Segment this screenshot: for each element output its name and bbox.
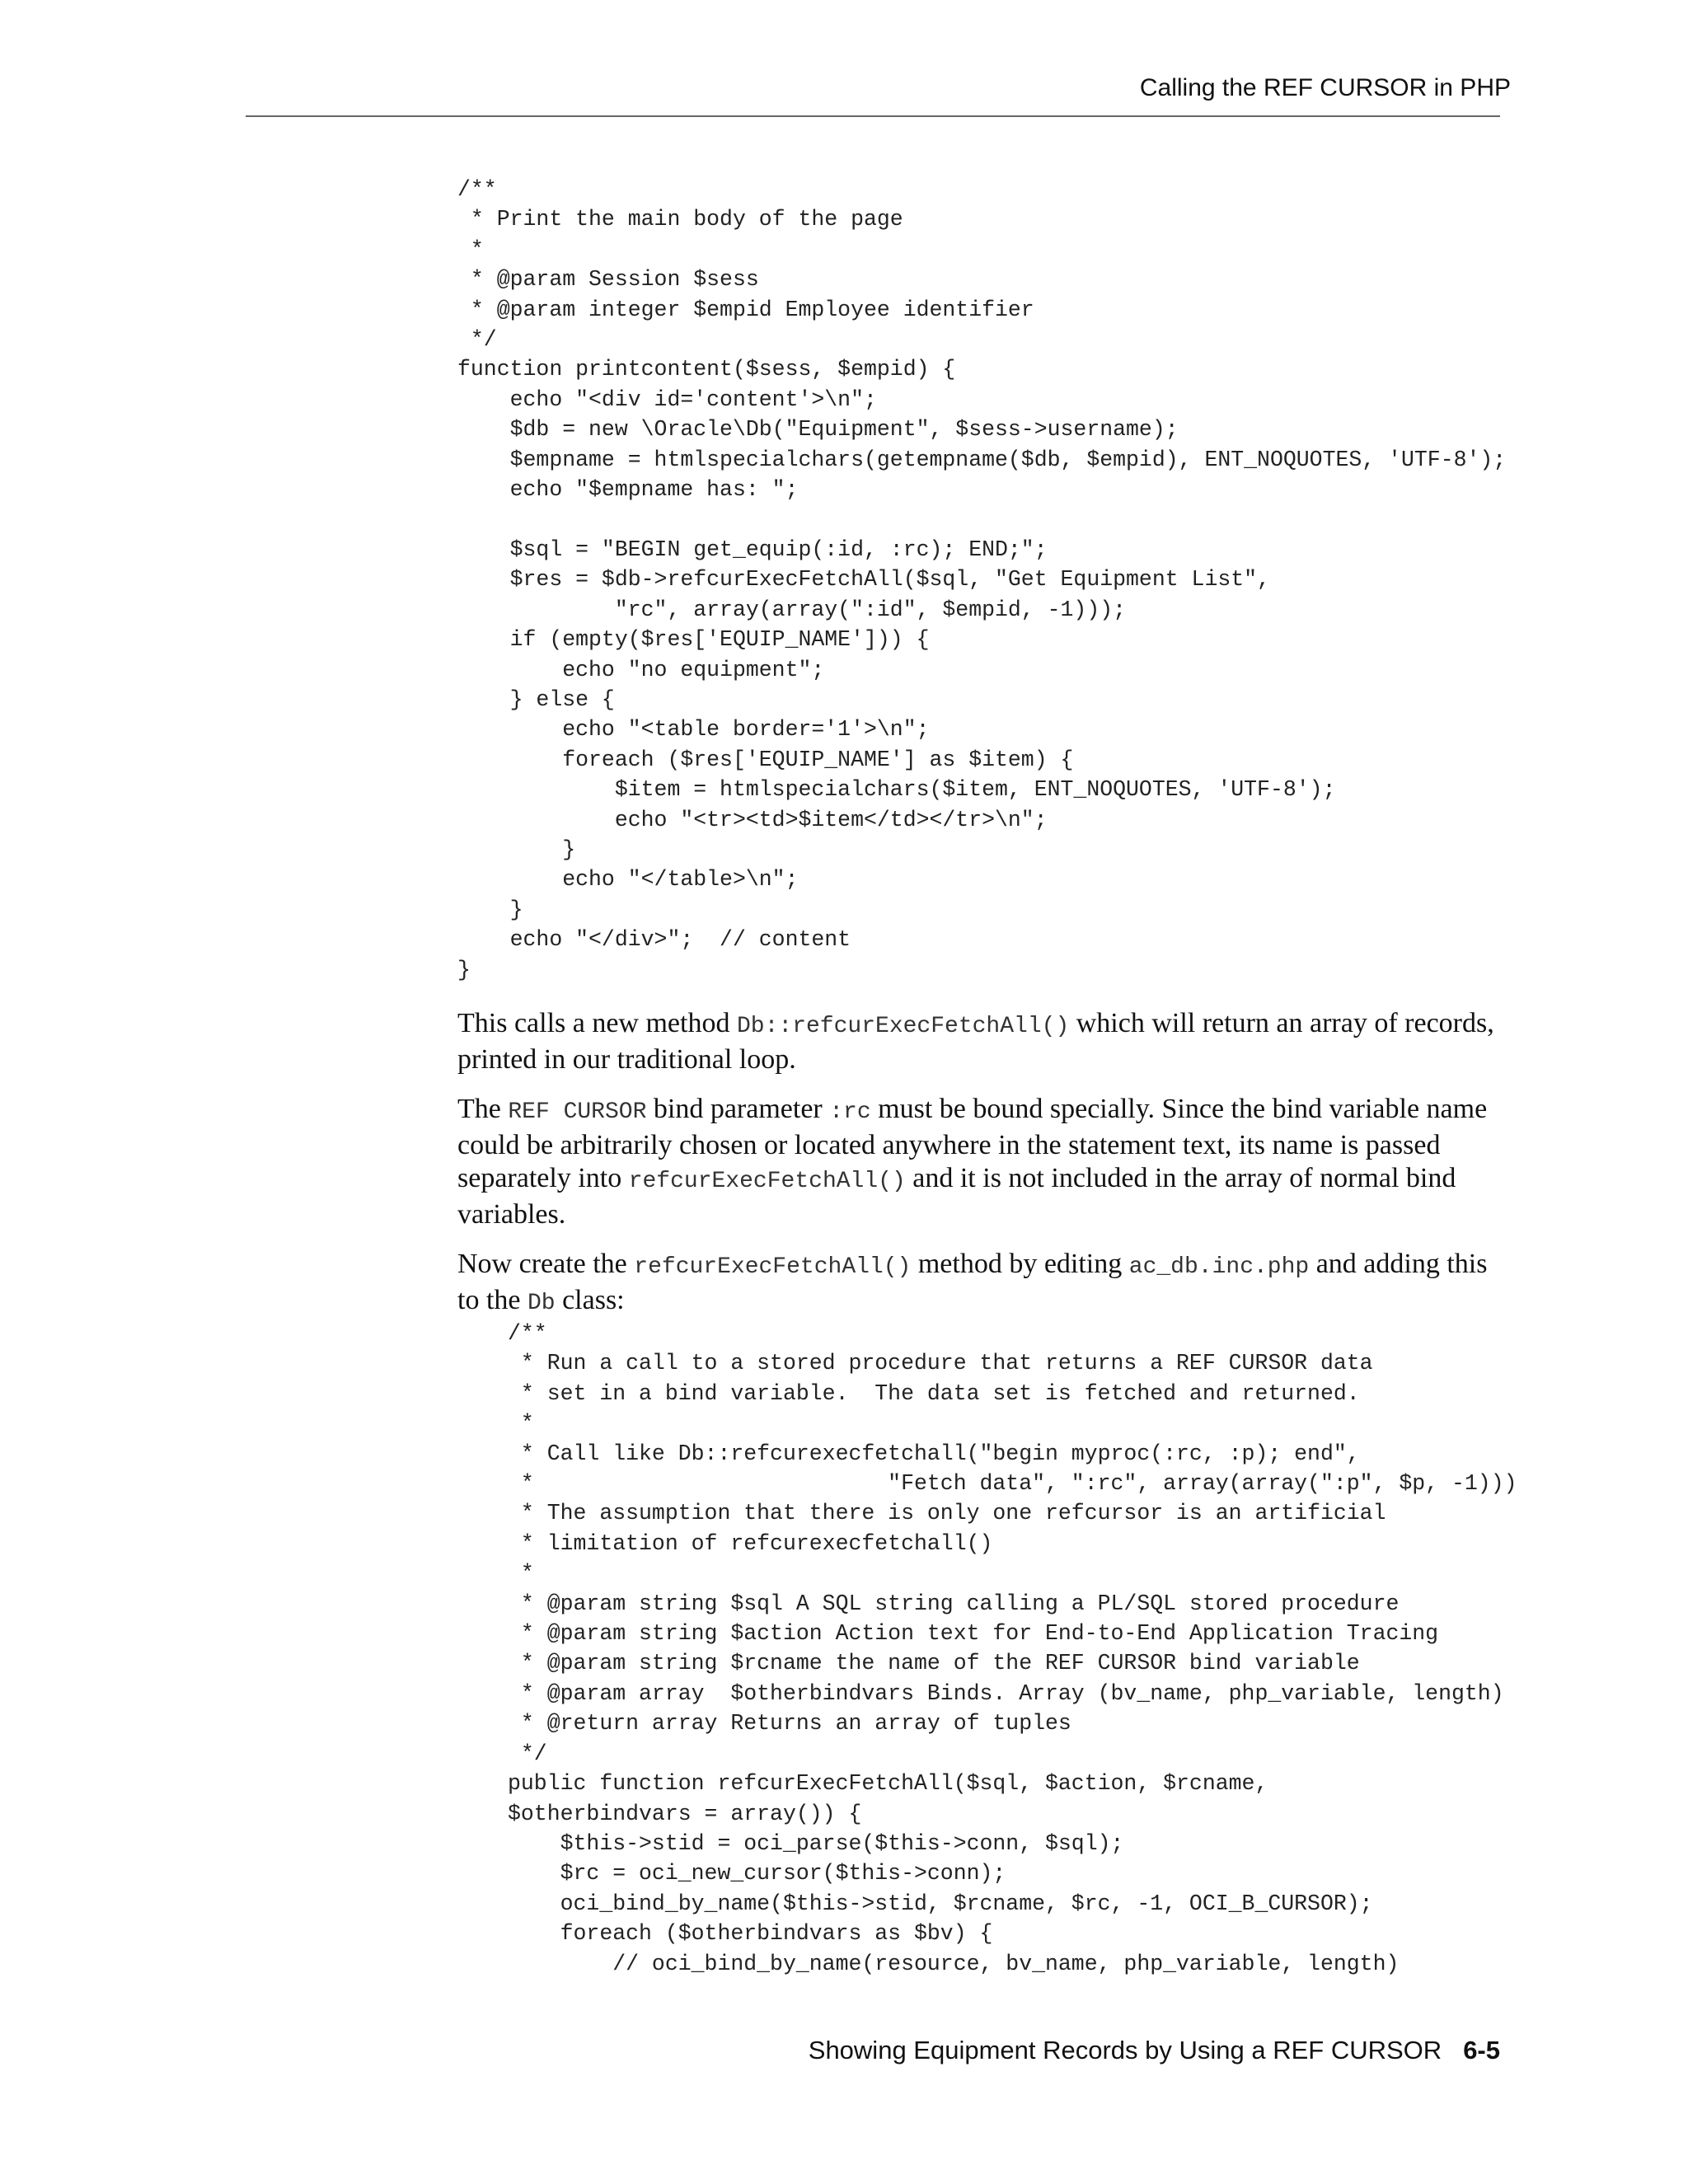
text-run: which will return an array of records, printed in our traditional loop. (457, 1008, 1494, 1075)
text-run: and adding this to the (457, 1249, 1488, 1315)
code-block-printcontent: /** * Print the main body of the page * * @param Session $sess * @param integer $empid Employee identifier */ function printcontent($sess, $empid) { echo "<div id='content'>\n"; $db = new \Oracle\Db("Equipment", $sess->username); $empname = htmlspecialchars(getempname($db, $empid), ENT_NOQUOTES, 'UTF-8'); echo "$empname has: "; $sql = "BEGIN get_equip(:id, :rc); END;"; $res = $db->refcurExecFetchAll($sql, "Get Equipment List", "rc", array(array(":id", $empid, -1))); if (empty($res['EQUIP_NAME'])) { echo "no equipment"; } else { echo "<table border='1'>\n"; foreach ($res['EQUIP_NAME'] as $item) { $item = htmlspecialchars($item, ENT_NOQUOTES, 'UTF-8'); echo "<tr><td>$item</td></tr>\n"; } echo "</table>\n"; } echo "</div>"; // content } (457, 177, 1507, 982)
paragraph-create-method (457, 1248, 1500, 1320)
paragraph-refcur-method (457, 1007, 1500, 1076)
page-number: 6-5 (1463, 2036, 1500, 2064)
text-run: The (457, 1094, 509, 1124)
text-run: class: (555, 1285, 625, 1315)
inline-code: refcurExecFetchAll() (634, 1254, 912, 1280)
page-footer (809, 2036, 1500, 2065)
code-block-refcurexecfetchall: /** * Run a call to a stored procedure that returns a REF CURSOR data * set in a bind variable. The data set is fetched and returned. * * Call like Db::refcurexecfetchall("begin myproc(:rc, :p); end", * "Fetch data", ":rc", array(array(":p", $p, -1))) * The assumption that there is only one refcursor is an artificial * limitation of refcurexecfetchall() * * @param string $sql A SQL string calling a PL/SQL stored procedure * @param string $action Action text for End-to-End Application Tracing * @param string $rcname the name of the REF CURSOR bind variable * @param array $otherbindvars Binds. Array (bv_name, php_variable, length) * @return array Returns an array of tuples */ public function refcurExecFetchAll($sql, $action, $rcname, $otherbindvars = array()) { $this->stid = oci_parse($this->conn, $sql); $rc = oci_new_cursor($this->conn); oci_bind_by_name($this->stid, $rcname, $rc, -1, OCI_B_CURSOR); foreach ($otherbindvars as $bv) { // oci_bind_by_name(resource, bv_name, php_variable, length) (508, 1321, 1517, 1976)
inline-code: Db::refcurExecFetchAll() (736, 1014, 1070, 1039)
inline-code: refcurExecFetchAll() (628, 1169, 906, 1194)
text-run: must be bound specially. Since the bind variable name could be arbitrarily chosen or located anywhere in the statement text, its name is passed separately into (457, 1094, 1488, 1193)
inline-code: :rc (829, 1099, 871, 1125)
body-text (457, 1007, 1500, 1337)
text-run: bind parameter (646, 1094, 830, 1124)
inline-code: REF CURSOR (508, 1099, 647, 1125)
inline-code: ac_db.inc.php (1128, 1254, 1310, 1280)
text-run: Now create the (457, 1249, 635, 1279)
text-run: and it is not included in the array of normal bind variables. (457, 1163, 1456, 1230)
text-run: This calls a new method (457, 1008, 737, 1038)
paragraph-bind-parameter (457, 1093, 1500, 1231)
inline-code: Db (527, 1291, 556, 1316)
header-rule (246, 115, 1500, 117)
running-header-title: Calling the REF CURSOR in PHP (1139, 74, 1511, 101)
text-run: method by editing (911, 1249, 1129, 1279)
footer-chapter-title: Showing Equipment Records by Using a REF CURSOR (808, 2036, 1442, 2064)
